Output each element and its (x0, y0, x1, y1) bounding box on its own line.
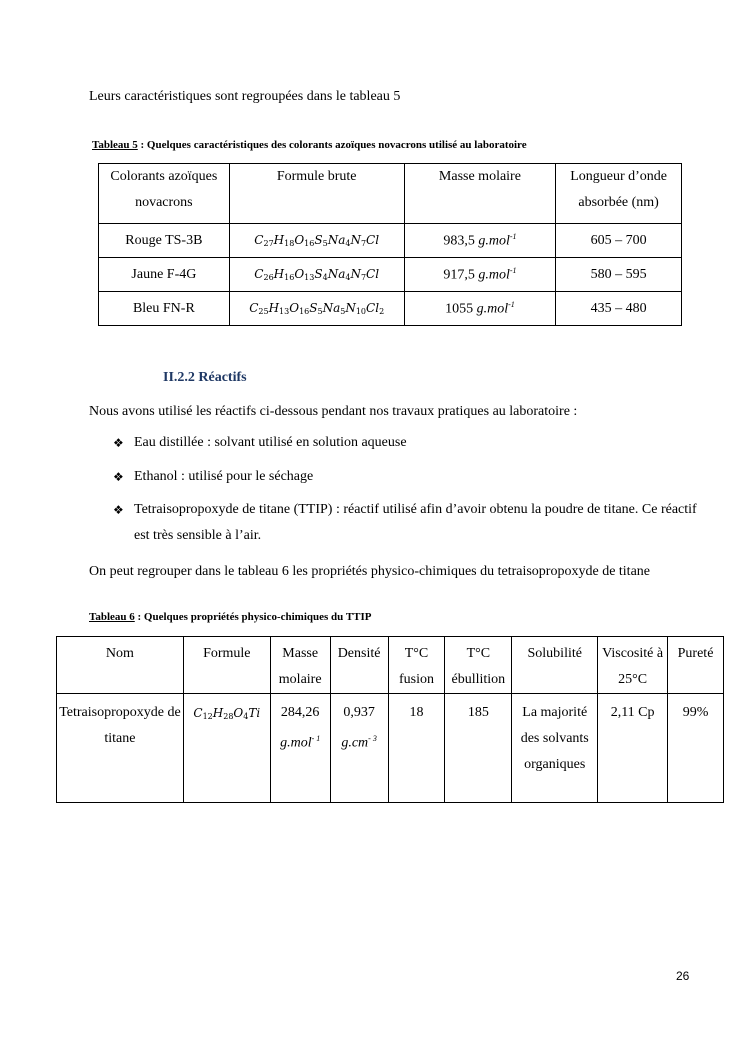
table6-header: Solubilité (512, 637, 598, 694)
table5-cell-mass: 1055 g.mol$^{-1}$ (404, 292, 556, 326)
table6-header: Nom (57, 637, 184, 694)
table-row (99, 258, 682, 292)
table6-cell-formula: $C_{12}H_{28}O_4Ti$ (183, 694, 270, 803)
table5-header: Longueur d’onde absorbée (nm) (556, 164, 682, 224)
table5-cell-formula: $C_{26}H_{16}O_{13}S_4Na_4N_7Cl$ (229, 258, 404, 292)
diamond-bullet-icon: ❖ (113, 470, 124, 484)
table6-cell-ebullition: 185 (445, 694, 512, 803)
table5-cell-name: Bleu FN-R (99, 292, 230, 326)
table5-cell-name: Rouge TS-3B (99, 224, 230, 258)
table5-cell-formula: $C_{27}H_{18}O_{16}S_5Na_4N_7Cl$ (229, 224, 404, 258)
table6-header: Formule (183, 637, 270, 694)
list-item-text: Eau distillée : solvant utilisé en solution aqueuse (134, 435, 407, 450)
table6-cell-solubility: La majorité des solvants organiques (512, 694, 598, 803)
table-row (99, 292, 682, 326)
table6-cell-density: 0,937 $g.cm^{- 3}$ (330, 694, 388, 803)
table6-intro: On peut regrouper dans le tableau 6 les propriétés physico-chimiques du tetraisopropoxyde de titane (89, 564, 650, 579)
table6 (56, 636, 724, 803)
table-row (99, 224, 682, 258)
diamond-bullet-icon: ❖ (113, 436, 124, 450)
table6-header: Densité (330, 637, 388, 694)
table5-cell-name: Jaune F-4G (99, 258, 230, 292)
table6-cell-mass: 284,26 g.mol$^{- 1}$ (270, 694, 330, 803)
list-item (113, 497, 703, 549)
table5-cell-wavelength: 580 – 595 (556, 258, 682, 292)
table6-header: Masse molaire (270, 637, 330, 694)
table5-header: Colorants azoïques novacrons (99, 164, 230, 224)
table6-cell-viscosity: 2,11 Cp (598, 694, 668, 803)
table5-caption-label: Tableau 5 (92, 139, 138, 151)
table5-header-row (99, 164, 682, 224)
page-number: 26 (676, 969, 690, 983)
section-heading: II.2.2 Réactifs (163, 370, 247, 385)
table6-cell-fusion: 18 (388, 694, 445, 803)
table5-header: Formule brute (229, 164, 404, 224)
list-item (113, 430, 703, 456)
table6-header: T°C fusion (388, 637, 445, 694)
table-row (57, 694, 724, 803)
table5-caption (92, 138, 527, 152)
table6-header: Pureté (668, 637, 724, 694)
table6-header: T°C ébullition (445, 637, 512, 694)
table5-cell-mass: 983,5 g.mol$^{-1}$ (404, 224, 556, 258)
table5-cell-mass: 917,5 g.mol$^{-1}$ (404, 258, 556, 292)
table5-header: Masse molaire (404, 164, 556, 224)
intro-paragraph: Leurs caractéristiques sont regroupées dans le tableau 5 (89, 89, 401, 104)
table6-cell-name: Tetraisopropoxyde de titane (57, 694, 184, 803)
table5-cell-wavelength: 435 – 480 (556, 292, 682, 326)
table6-caption-label: Tableau 6 (89, 611, 135, 623)
diamond-bullet-icon: ❖ (113, 503, 124, 517)
table5 (98, 163, 682, 326)
table5-caption-text: : Quelques caractéristiques des colorants azoïques novacrons utilisé au laboratoire (137, 139, 527, 151)
table5-cell-formula: $C_{25}H_{13}O_{16}S_5Na_5N_{10}Cl_2$ (229, 292, 404, 326)
list-item-text: Ethanol : utilisé pour le séchage (134, 469, 314, 484)
list-item (113, 464, 703, 490)
table6-header-row (57, 637, 724, 694)
table5-cell-wavelength: 605 – 700 (556, 224, 682, 258)
table6-caption-text: : Quelques propriétés physico-chimiques du TTIP (134, 611, 372, 623)
table6-caption (89, 610, 372, 624)
table6-header: Viscosité à 25°C (598, 637, 668, 694)
table6-cell-purity: 99% (668, 694, 724, 803)
list-item-text: Tetraisopropoxyde de titane (TTIP) : réactif utilisé afin d’avoir obtenu la poudre de titane. Ce réactif est très sensible à l’air. (134, 502, 697, 543)
reactifs-intro: Nous avons utilisé les réactifs ci-dessous pendant nos travaux pratiques au laboratoire : (89, 404, 578, 419)
